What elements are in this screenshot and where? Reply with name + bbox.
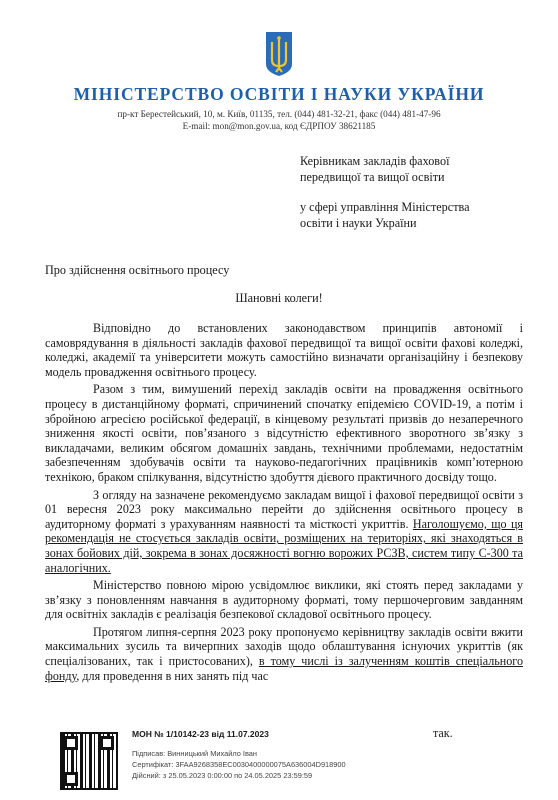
proposal-tail: , для проведення в них занять під час (76, 668, 269, 683)
document-number: МОН № 1/10142-23 від 11.07.2023 (132, 729, 269, 739)
trident-icon (263, 30, 295, 78)
recipient-block (300, 154, 550, 231)
signature-details (132, 748, 346, 781)
recipient-line: Керівникам закладів фахової (300, 154, 450, 168)
continued-text: так. (433, 726, 453, 740)
address-line: пр-кт Берестейський, 10, м. Київ, 01135, тел. (044) 481-32-21, факс (044) 481-47-96 (117, 109, 441, 119)
letter-greeting: Шановні колеги! (235, 291, 323, 305)
emphasis-text: Наголошуємо, що ця рекомендація не стосується закладів освіти, розміщених на територіях, які знаходяться в зонах бойових дій, зокрема в зонах досяжності вогню ворожих РСЗВ, систем типу С-300 та аналогічних. (45, 516, 523, 575)
body-paragraph: Міністерство повною мірою усвідомлює виклики, які стоять перед закладами у зв’язку з поновленням навчання в аудиторному форматі, тому першочерговим завданням для освітніх закладів є реалізація безпекової складової освітнього процесу. (45, 578, 523, 622)
body-paragraph: Відповідно до встановлених законодавством принципів автономії і самоврядування в діяльності закладів фахової передвищої та вищої освіти фахові коледжі, коледжі, академії та університети можуть самостійно визначати організаційну і безпекову модель провадження освітнього процесу. (45, 321, 523, 379)
emphasis-text: в тому числі із залученням коштів спеціального фонду (45, 654, 523, 683)
body-paragraph (45, 625, 523, 683)
validity-line: Дійсний: з 25.05.2023 0:00:00 по 24.05.2025 23:59:59 (132, 771, 313, 780)
letter-subject: Про здійснення освітнього процесу (45, 263, 230, 277)
proposal-text: Протягом липня-серпня 2023 року пропонуємо керівництву закладів освіти вжити максимальних зусиль та вичерпних заходів щодо облаштування існуючих укриттів (як спеціалізованих, так і пристосованих), (45, 624, 523, 669)
body-paragraph: Разом з тим, вимушений перехід закладів освіти на провадження освітнього процесу в дистанційному форматі, спричинений спочатку епідемією COVID-19, а потім і збройною агресією російської федерації, в кінцевому результаті призвів до незаперечного зниження якості освіти, пов’язаного з відсутністю ефективного зворотного зв’язку з викладачами, великим обсягом домашніх завдань, технічними проблемами, недостатнім забезпеченням здобувачів освіти та науково-педагогічних працівників комп’ютерною технікою, браком спілкування, відсутністю здобуття дієвого практичного досвіду тощо. (45, 382, 523, 484)
recipient-line: у сфері управління Міністерства (300, 200, 470, 214)
recommendation-text: З огляду на зазначене рекомендуємо закладам вищої і фахової передвищої освіти з 01 вересня 2023 року максимально перейти до здійснення освітнього процесу в аудиторному форматі з урахуванням наявності та місткості укриттів. (45, 487, 523, 531)
signature-footer (60, 726, 500, 792)
signer-line: Підписав: Винницький Михайло Іван (132, 749, 257, 758)
ministry-title: МІНІСТЕРСТВО ОСВІТИ І НАУКИ УКРАЇНИ (73, 84, 485, 104)
body-paragraph (45, 488, 523, 576)
ministry-address (0, 108, 558, 132)
contact-line: E-mail: mon@mon.gov.ua, код ЄДРПОУ 38621185 (182, 121, 376, 131)
letter-body (45, 321, 523, 686)
recipient-line: освіти і науки України (300, 215, 417, 230)
recipient-line: передвищої та вищої освіти (300, 169, 445, 184)
certificate-line: Сертифікат: 3FAA9268358EC0030400000075A636004D918900 (132, 760, 346, 769)
qr-code-icon (60, 732, 118, 790)
